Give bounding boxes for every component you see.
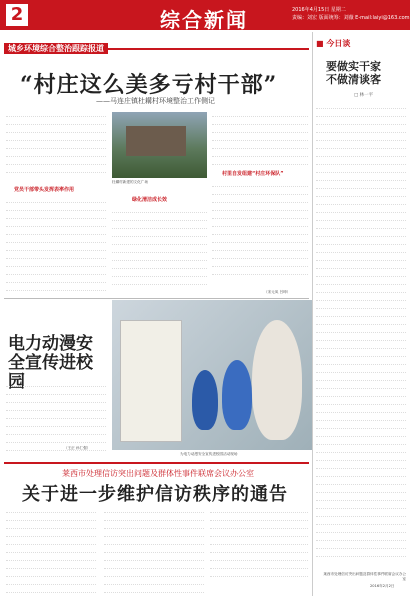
child-figure [222,360,252,430]
sidebar-headline-line1: 要做实干家 [326,60,381,73]
section-label [4,36,309,53]
notice-kicker: 莱西市处理信访突出问题及群体性事件联席会议办公室 [62,469,254,478]
photo-caption-2: 为电力动漫安全宣传进校园活动现场 [180,452,238,456]
school-activity-photo [112,300,312,450]
editor-info: 责编：刘宏 版面统筹：刘薇 E-mail:laiyi@163.com [292,15,410,21]
notice-date: 2016年2月2日 [370,584,395,588]
sidebar-column-text [316,102,406,562]
article-column [112,206,207,294]
subhead-3: 村里自发组建“村庄环保队” [222,171,284,177]
article-column [212,110,308,166]
subhead-1: 党员干部带头发挥表率作用 [14,187,75,193]
main-subheadline: ——马连庄镇杜耩村环境整治工作侧记 [96,97,215,105]
divider [4,298,309,299]
article-column [212,180,308,280]
masthead-meta [292,6,410,22]
page-number: 2 [6,4,28,26]
notice-column [6,506,96,596]
sidebar-author: □ 林一平 [354,93,374,98]
newspaper-section-title: 综合新闻 [160,8,248,32]
section-label-text: 城乡环境综合整治跟踪报道 [4,43,108,54]
byline-2: （王正 孙仁强） [64,446,91,450]
child-figure [192,370,218,430]
photo-caption: 杜耩村新建的文化广场 [112,180,148,184]
byline: （宋元凤 吕坤） [264,290,291,294]
notice-column [210,506,308,596]
sidebar-headline [326,60,381,86]
main-headline: “村庄这么美多亏村干部” [20,72,278,98]
sidebar-label: ■ 今日谈 [316,39,351,48]
article-column [6,380,106,456]
second-headline-text: 电力动漫安全宣传进校园 [8,334,93,392]
display-board [120,320,182,442]
sidebar-label-text: 今日谈 [326,39,351,48]
adult-figure [252,320,302,440]
article-column [6,196,106,296]
building-shape [126,126,186,156]
subhead-2: 绿化清洁成长效 [132,197,168,203]
masthead [0,0,410,30]
notice-headline: 关于进一步维护信访秩序的通告 [22,484,288,505]
village-square-photo [112,112,207,178]
divider-red [4,462,309,464]
notice-signature: 莱西市处理信访突出问题及群体性事件联席会议办公室 [323,572,406,581]
sidebar-headline-line2: 不做清谈客 [326,73,381,86]
article-column [6,110,106,180]
issue-date: 2016年4月15日 星期二 [292,7,346,13]
notice-column [104,506,204,596]
